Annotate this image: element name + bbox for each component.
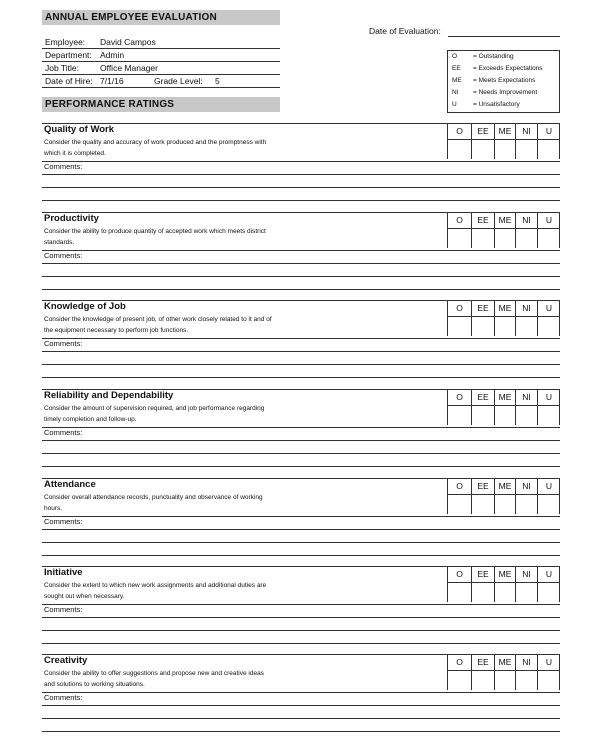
rating-cell-divider bbox=[516, 139, 537, 140]
rating-grid-right-border bbox=[559, 389, 560, 425]
rating-option-me[interactable] bbox=[494, 123, 515, 159]
rating-section bbox=[42, 654, 560, 744]
rating-section bbox=[42, 212, 560, 302]
rating-grid bbox=[447, 123, 560, 159]
grade-level-value[interactable]: 5 bbox=[215, 76, 220, 86]
rating-option-ni[interactable] bbox=[515, 212, 537, 248]
comment-line[interactable] bbox=[42, 731, 560, 732]
rating-option-ee[interactable] bbox=[471, 478, 494, 514]
legend-code: U bbox=[452, 101, 457, 108]
hire-grade-row bbox=[42, 75, 280, 88]
rating-cell-divider bbox=[472, 405, 494, 406]
rating-cell-divider bbox=[448, 494, 471, 495]
rating-code: O bbox=[456, 569, 463, 579]
rating-code: O bbox=[456, 126, 463, 136]
rating-option-ni[interactable] bbox=[515, 300, 537, 336]
comment-line[interactable] bbox=[42, 351, 560, 352]
section-description bbox=[44, 668, 344, 690]
section-description-line: and solutions to working situations. bbox=[44, 681, 145, 688]
section-description-line: sought out when necessary. bbox=[44, 593, 125, 600]
rating-option-o[interactable] bbox=[447, 654, 471, 690]
rating-cell-divider bbox=[495, 228, 515, 229]
rating-cell-divider bbox=[495, 139, 515, 140]
rating-code: O bbox=[456, 215, 463, 225]
rating-code: ME bbox=[498, 392, 512, 402]
rating-cell-divider bbox=[516, 316, 537, 317]
rating-cell-divider bbox=[538, 670, 560, 671]
rating-option-me[interactable] bbox=[494, 566, 515, 602]
rating-cell-divider bbox=[538, 228, 560, 229]
rating-option-me[interactable] bbox=[494, 389, 515, 425]
date-of-evaluation-field[interactable] bbox=[448, 36, 560, 37]
rating-code: O bbox=[456, 303, 463, 313]
department-row bbox=[42, 49, 280, 62]
rating-cell-divider bbox=[448, 139, 471, 140]
section-title: Initiative bbox=[44, 567, 83, 578]
rating-code: U bbox=[545, 569, 553, 579]
comments-label: Comments: bbox=[44, 339, 83, 348]
rating-grid-right-border bbox=[559, 212, 560, 248]
rating-code: U bbox=[545, 126, 553, 136]
rating-code: NI bbox=[522, 126, 531, 136]
comments-label: Comments: bbox=[44, 162, 83, 171]
comment-line[interactable] bbox=[42, 617, 560, 618]
rating-code: NI bbox=[522, 657, 531, 667]
rating-section bbox=[42, 389, 560, 479]
rating-cell-divider bbox=[538, 494, 560, 495]
comment-line[interactable] bbox=[42, 542, 560, 543]
rating-option-me[interactable] bbox=[494, 212, 515, 248]
rating-option-ee[interactable] bbox=[471, 566, 494, 602]
job-title-row bbox=[42, 62, 280, 75]
section-description bbox=[44, 580, 344, 602]
comment-line[interactable] bbox=[42, 289, 560, 290]
legend-item bbox=[448, 99, 561, 111]
rating-cell-divider bbox=[538, 405, 560, 406]
rating-cell-divider bbox=[472, 139, 494, 140]
section-description-line: Consider the extent to which new work assignments and additional duties are bbox=[44, 582, 267, 589]
section-description-line: the equipment necessary to perform job functions. bbox=[44, 327, 189, 334]
section-description-line: standards. bbox=[44, 239, 75, 246]
rating-cell-divider bbox=[516, 582, 537, 583]
rating-grid bbox=[447, 212, 560, 248]
comments-label: Comments: bbox=[44, 428, 83, 437]
rating-cell-divider bbox=[495, 405, 515, 406]
rating-cell-divider bbox=[495, 316, 515, 317]
section-description bbox=[44, 137, 344, 159]
date-of-evaluation-label: Date of Evaluation: bbox=[369, 26, 441, 36]
job-title-label: Job Title: bbox=[45, 63, 80, 73]
rating-option-o[interactable] bbox=[447, 566, 471, 602]
rating-cell-divider bbox=[472, 582, 494, 583]
legend-code: O bbox=[452, 53, 458, 60]
section-description bbox=[44, 492, 344, 514]
rating-cell-divider bbox=[472, 494, 494, 495]
comment-line[interactable] bbox=[42, 453, 560, 454]
comment-line[interactable] bbox=[42, 555, 560, 556]
comment-line[interactable] bbox=[42, 200, 560, 201]
rating-option-u[interactable] bbox=[537, 566, 560, 602]
section-description-line: hours. bbox=[44, 505, 63, 512]
rating-grid bbox=[447, 389, 560, 425]
section-description bbox=[44, 226, 344, 248]
rating-code: EE bbox=[477, 215, 489, 225]
department-value[interactable]: Admin bbox=[100, 50, 125, 60]
rating-code: ME bbox=[498, 126, 512, 136]
rating-code: O bbox=[456, 657, 463, 667]
comment-line[interactable] bbox=[42, 705, 560, 706]
legend-desc: = Needs Improvement bbox=[473, 89, 538, 96]
legend-item bbox=[448, 87, 561, 99]
department-label: Department: bbox=[45, 50, 92, 60]
section-description-line: which it is completed. bbox=[44, 150, 106, 157]
legend-desc: = Exceeds Expectations bbox=[473, 65, 543, 72]
rating-grid-right-border bbox=[559, 654, 560, 690]
rating-section bbox=[42, 123, 560, 213]
rating-option-o[interactable] bbox=[447, 123, 471, 159]
rating-option-u[interactable] bbox=[537, 478, 560, 514]
rating-option-ni[interactable] bbox=[515, 654, 537, 690]
rating-option-o[interactable] bbox=[447, 212, 471, 248]
comment-line[interactable] bbox=[42, 440, 560, 441]
rating-grid-right-border bbox=[559, 478, 560, 514]
legend-item bbox=[448, 63, 561, 75]
comment-line[interactable] bbox=[42, 643, 560, 644]
rating-option-ni[interactable] bbox=[515, 123, 537, 159]
section-title: Knowledge of Job bbox=[44, 301, 126, 312]
legend-code: NI bbox=[452, 89, 459, 96]
rating-cell-divider bbox=[472, 228, 494, 229]
comments-label: Comments: bbox=[44, 605, 83, 614]
form-title: ANNUAL EMPLOYEE EVALUATION bbox=[42, 10, 280, 25]
rating-code: NI bbox=[522, 569, 531, 579]
section-description-line: Consider the knowledge of present job, of other work closely related to it and of bbox=[44, 316, 272, 323]
rating-option-o[interactable] bbox=[447, 478, 471, 514]
rating-cell-divider bbox=[538, 316, 560, 317]
rating-option-me[interactable] bbox=[494, 654, 515, 690]
section-description-line: Consider the amount of supervision required, and job performance regarding bbox=[44, 405, 265, 412]
comment-line[interactable] bbox=[42, 263, 560, 264]
rating-option-ni[interactable] bbox=[515, 389, 537, 425]
rating-cell-divider bbox=[448, 316, 471, 317]
rating-cell-divider bbox=[495, 670, 515, 671]
rating-option-me[interactable] bbox=[494, 300, 515, 336]
comments-rule bbox=[42, 427, 560, 428]
rating-legend bbox=[447, 50, 560, 113]
rating-grid bbox=[447, 566, 560, 602]
employee-row bbox=[42, 36, 280, 49]
section-description-line: Consider the ability to produce quantity of accepted work which meets district bbox=[44, 228, 266, 235]
comment-line[interactable] bbox=[42, 529, 560, 530]
comments-rule bbox=[42, 161, 560, 162]
comment-line[interactable] bbox=[42, 630, 560, 631]
rating-option-ee[interactable] bbox=[471, 212, 494, 248]
rating-code: EE bbox=[477, 569, 489, 579]
rating-code: U bbox=[545, 215, 553, 225]
rating-grid bbox=[447, 300, 560, 336]
rating-cell-divider bbox=[495, 582, 515, 583]
rating-cell-divider bbox=[516, 494, 537, 495]
rating-section bbox=[42, 300, 560, 390]
date-of-hire-value[interactable]: 7/1/16 bbox=[100, 76, 124, 86]
rating-code: EE bbox=[477, 392, 489, 402]
section-title: Attendance bbox=[44, 479, 96, 490]
rating-cell-divider bbox=[516, 228, 537, 229]
rating-cell-divider bbox=[472, 316, 494, 317]
rating-code: NI bbox=[522, 481, 531, 491]
section-title: Reliability and Dependability bbox=[44, 390, 174, 401]
rating-option-u[interactable] bbox=[537, 654, 560, 690]
rating-option-u[interactable] bbox=[537, 212, 560, 248]
grade-level-label: Grade Level: bbox=[154, 76, 203, 86]
section-title: Creativity bbox=[44, 655, 88, 666]
rating-code: U bbox=[545, 392, 553, 402]
rating-option-ee[interactable] bbox=[471, 654, 494, 690]
comment-line[interactable] bbox=[42, 718, 560, 719]
comments-label: Comments: bbox=[44, 251, 83, 260]
rating-code: NI bbox=[522, 392, 531, 402]
job-title-value[interactable]: Office Manager bbox=[100, 63, 158, 73]
comments-rule bbox=[42, 604, 560, 605]
rating-code: EE bbox=[477, 126, 489, 136]
rating-grid-right-border bbox=[559, 566, 560, 602]
rating-option-ee[interactable] bbox=[471, 300, 494, 336]
rating-code: ME bbox=[498, 657, 512, 667]
rating-option-o[interactable] bbox=[447, 300, 471, 336]
rating-cell-divider bbox=[448, 228, 471, 229]
rating-code: EE bbox=[477, 481, 489, 491]
comment-line[interactable] bbox=[42, 276, 560, 277]
rating-code: U bbox=[545, 657, 553, 667]
section-title: Quality of Work bbox=[44, 124, 115, 135]
rating-option-me[interactable] bbox=[494, 478, 515, 514]
rating-code: O bbox=[456, 392, 463, 402]
legend-desc: = Unsatisfactory bbox=[473, 101, 520, 108]
section-description-line: Consider overall attendance records, punctuality and observance of working bbox=[44, 494, 263, 501]
rating-option-u[interactable] bbox=[537, 123, 560, 159]
rating-cell-divider bbox=[472, 670, 494, 671]
rating-cell-divider bbox=[448, 405, 471, 406]
comments-rule bbox=[42, 692, 560, 693]
comment-line[interactable] bbox=[42, 377, 560, 378]
rating-option-ee[interactable] bbox=[471, 123, 494, 159]
legend-code: EE bbox=[452, 65, 461, 72]
rating-cell-divider bbox=[538, 139, 560, 140]
rating-code: U bbox=[545, 303, 553, 313]
rating-grid-right-border bbox=[559, 123, 560, 159]
rating-code: ME bbox=[498, 303, 512, 313]
legend-desc: = Meets Expectations bbox=[473, 77, 536, 84]
rating-code: NI bbox=[522, 303, 531, 313]
legend-desc: = Outstanding bbox=[473, 53, 514, 60]
rating-cell-divider bbox=[448, 670, 471, 671]
rating-option-ni[interactable] bbox=[515, 478, 537, 514]
rating-code: EE bbox=[477, 303, 489, 313]
rating-section bbox=[42, 478, 560, 568]
rating-code: O bbox=[456, 481, 463, 491]
rating-code: ME bbox=[498, 481, 512, 491]
rating-cell-divider bbox=[495, 494, 515, 495]
section-description-line: Consider the ability to offer suggestions and propose new and creative ideas bbox=[44, 670, 264, 677]
comment-line[interactable] bbox=[42, 187, 560, 188]
comments-label: Comments: bbox=[44, 693, 83, 702]
employee-value[interactable]: David Campos bbox=[100, 37, 156, 47]
rating-code: ME bbox=[498, 569, 512, 579]
rating-option-ee[interactable] bbox=[471, 389, 494, 425]
section-description bbox=[44, 403, 344, 425]
comments-rule bbox=[42, 338, 560, 339]
rating-cell-divider bbox=[516, 405, 537, 406]
comment-line[interactable] bbox=[42, 174, 560, 175]
comments-rule bbox=[42, 250, 560, 251]
section-description-line: timely completion and follow-up. bbox=[44, 416, 137, 423]
comment-line[interactable] bbox=[42, 364, 560, 365]
rating-code: EE bbox=[477, 657, 489, 667]
section-description bbox=[44, 314, 344, 336]
comment-line[interactable] bbox=[42, 466, 560, 467]
comments-rule bbox=[42, 516, 560, 517]
rating-grid-right-border bbox=[559, 300, 560, 336]
rating-grid bbox=[447, 478, 560, 514]
section-title: Productivity bbox=[44, 213, 99, 224]
rating-code: U bbox=[545, 481, 553, 491]
legend-item bbox=[448, 51, 561, 63]
rating-cell-divider bbox=[538, 582, 560, 583]
date-of-hire-label: Date of Hire: bbox=[45, 76, 93, 86]
legend-item bbox=[448, 75, 561, 87]
rating-grid bbox=[447, 654, 560, 690]
rating-option-u[interactable] bbox=[537, 300, 560, 336]
rating-cell-divider bbox=[516, 670, 537, 671]
rating-option-ni[interactable] bbox=[515, 566, 537, 602]
rating-cell-divider bbox=[448, 582, 471, 583]
rating-code: ME bbox=[498, 215, 512, 225]
comments-label: Comments: bbox=[44, 517, 83, 526]
rating-section bbox=[42, 566, 560, 656]
rating-code: NI bbox=[522, 215, 531, 225]
rating-option-o[interactable] bbox=[447, 389, 471, 425]
performance-ratings-heading: PERFORMANCE RATINGS bbox=[42, 97, 280, 112]
section-description-line: Consider the quality and accuracy of work produced and the promptness with bbox=[44, 139, 267, 146]
employee-label: Employee: bbox=[45, 37, 86, 47]
rating-option-u[interactable] bbox=[537, 389, 560, 425]
legend-code: ME bbox=[452, 77, 462, 84]
